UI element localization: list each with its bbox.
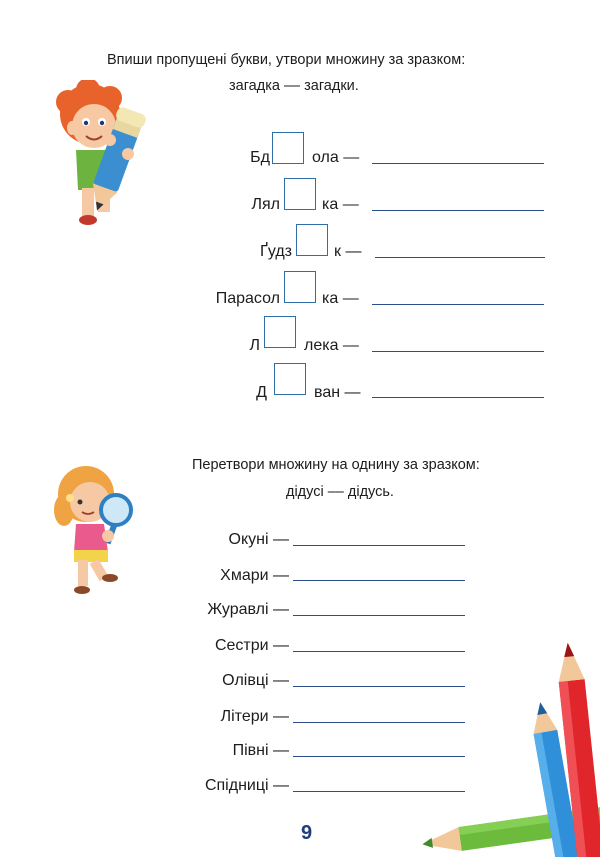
answer-line[interactable] bbox=[372, 163, 544, 164]
word-part-after: к — bbox=[334, 243, 362, 260]
word-part-before: Д bbox=[256, 384, 267, 401]
girl-with-magnifier-icon bbox=[46, 460, 146, 600]
letter-box[interactable] bbox=[284, 271, 316, 303]
word-part-before: Бд bbox=[250, 149, 270, 166]
letter-box[interactable] bbox=[274, 363, 306, 395]
word-part-after: ола — bbox=[312, 149, 360, 166]
word-part-before: Ґудз bbox=[260, 243, 292, 260]
colored-pencils-icon bbox=[400, 620, 600, 857]
word-part-after: ка — bbox=[322, 290, 359, 307]
plural-word: Літери — bbox=[220, 708, 289, 725]
answer-line[interactable] bbox=[293, 615, 465, 616]
task1-instruction: Впиши пропущені букви, утвори множину за зразком: bbox=[107, 52, 466, 68]
letter-box[interactable] bbox=[296, 224, 328, 256]
task1-example: загадка –– загадки. bbox=[229, 78, 359, 94]
plural-word: Спідниці — bbox=[204, 777, 289, 794]
word-part-before: Парасол bbox=[215, 290, 280, 307]
boy-with-pencil-icon bbox=[38, 80, 158, 228]
word-part-after: лека — bbox=[304, 337, 359, 354]
plural-word: Хмари — bbox=[220, 567, 289, 584]
task2-example: дідусі –– дідусь. bbox=[286, 484, 394, 500]
word-part-after: ван — bbox=[314, 384, 361, 401]
word-part-after: ка — bbox=[322, 196, 359, 213]
plural-word: Півні — bbox=[232, 742, 289, 759]
plural-word: Журавлі — bbox=[207, 601, 289, 618]
page-number: 9 bbox=[301, 822, 313, 844]
answer-line[interactable] bbox=[372, 304, 544, 305]
answer-line[interactable] bbox=[293, 545, 465, 546]
plural-word: Окуні — bbox=[228, 531, 289, 548]
word-part-before: Л bbox=[249, 337, 260, 354]
answer-line[interactable] bbox=[372, 351, 544, 352]
letter-box[interactable] bbox=[264, 316, 296, 348]
word-part-before: Лял bbox=[251, 196, 280, 213]
letter-box[interactable] bbox=[284, 178, 316, 210]
task2-instruction: Перетвори множину на однину за зразком: bbox=[192, 457, 480, 473]
answer-line[interactable] bbox=[372, 397, 544, 398]
answer-line[interactable] bbox=[375, 257, 545, 258]
answer-line[interactable] bbox=[293, 580, 465, 581]
plural-word: Олівці — bbox=[222, 672, 289, 689]
letter-box[interactable] bbox=[272, 132, 304, 164]
answer-line[interactable] bbox=[372, 210, 544, 211]
plural-word: Сестри — bbox=[214, 637, 289, 654]
